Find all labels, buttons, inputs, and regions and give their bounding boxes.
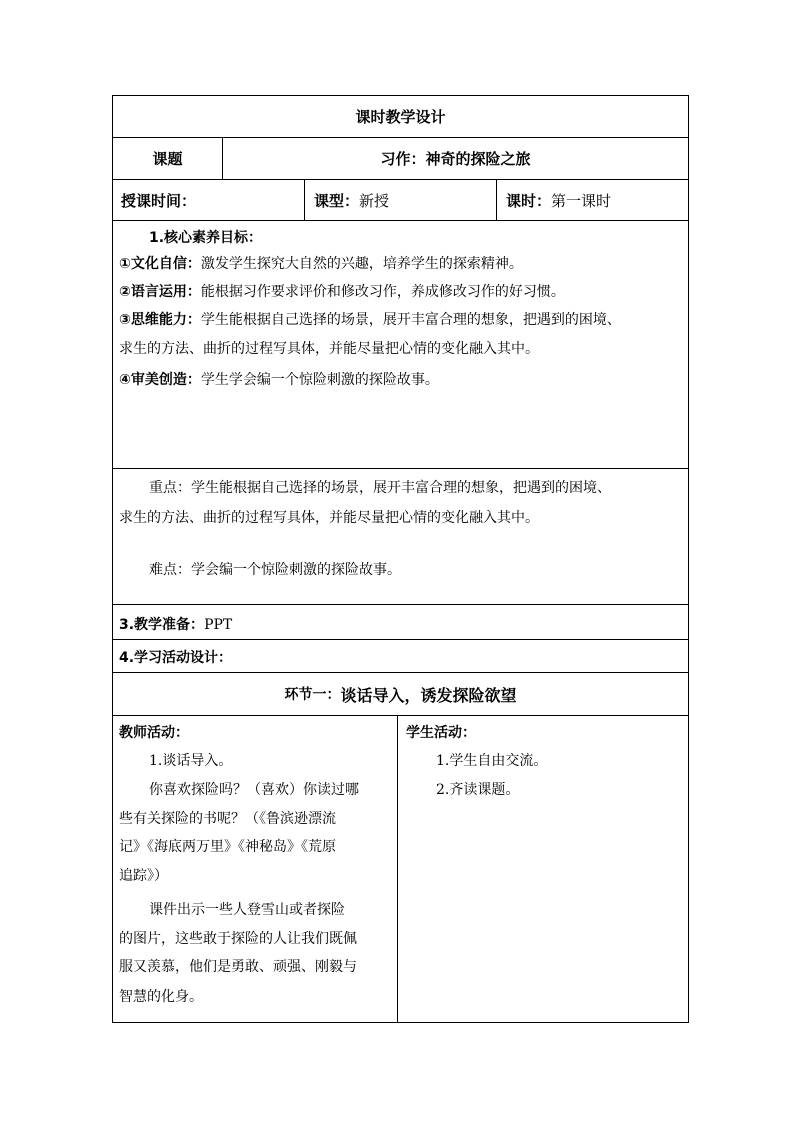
student-heading: 学生活动：	[406, 725, 476, 741]
prep-line	[119, 614, 232, 634]
goals-row	[112, 221, 689, 469]
prep-label: 3.教学准备：	[119, 617, 205, 633]
table-title-row	[112, 95, 689, 138]
goal-text: 激发学生探究大自然的兴趣，培养学生的探索精神。	[200, 256, 523, 272]
prep-row	[112, 605, 689, 640]
teacher-heading: 教师活动：	[119, 725, 189, 741]
activity-design-heading: 4.学习活动设计：	[119, 650, 233, 666]
topic-row	[112, 138, 689, 180]
teacher-line: 1.谈话导入。	[149, 753, 233, 769]
teacher-line: 追踪》）	[119, 868, 168, 884]
type-label: 课型：	[314, 191, 360, 210]
activity-design-row	[112, 640, 689, 673]
stage-title: 谈话导入，诱发探险欲望	[340, 685, 517, 705]
teacher-line: 记》《海底两万里》《神秘岛》《荒原	[119, 839, 336, 855]
goal-label: ④审美创造：	[119, 372, 201, 388]
student-activity-cell	[397, 716, 688, 1022]
goal-item	[119, 369, 439, 389]
topic-value-cell	[222, 138, 688, 179]
teacher-line: 课件出示一些人登雪山或者探险	[149, 902, 345, 918]
type-cell	[304, 180, 496, 220]
key-point-line: 重点：学生能根据自己选择的场景，展开丰富合理的想象，把遇到的困境、	[149, 480, 611, 496]
focus-row	[112, 469, 689, 605]
time-label: 授课时间：	[121, 191, 197, 210]
activities-row	[112, 716, 689, 1023]
goal-label: ①文化自信：	[119, 256, 201, 272]
key-point-line-2: 求生的方法、曲折的过程写具体，并能尽量把心情的变化融入其中。	[119, 510, 539, 526]
teacher-line: 些有关探险的书呢？（《鲁滨逊漂流	[119, 811, 336, 827]
goal-label: ②语言运用：	[119, 284, 201, 300]
goal-text-continued: 求生的方法、曲折的过程写具体，并能尽量把心情的变化融入其中。	[119, 341, 539, 357]
goal-text: 能根据习作要求评价和修改习作，养成修改习作的好习惯。	[200, 284, 565, 300]
period-label: 课时：	[506, 191, 552, 210]
goal-item	[119, 281, 565, 301]
table-title: 课时教学设计	[355, 108, 446, 126]
topic-label: 课题	[152, 150, 183, 168]
teacher-activity-cell	[113, 716, 397, 1022]
goal-text: 学生能根据自己选择的场景，展开丰富合理的想象，把遇到的困境、	[200, 312, 621, 328]
info-row	[112, 180, 689, 221]
stage-row	[112, 673, 689, 716]
student-line: 2.齐读课题。	[436, 782, 520, 798]
teacher-line: 的图片，这些敢于探险的人让我们既佩	[119, 931, 357, 947]
goal-text: 学生学会编一个惊险刺激的探险故事。	[200, 372, 439, 388]
prep-value: PPT	[204, 617, 233, 633]
period-cell	[496, 180, 688, 220]
time-cell	[113, 180, 304, 220]
teacher-line: 智慧的化身。	[119, 989, 203, 1005]
stage-prefix: 环节一：	[284, 687, 341, 703]
topic-label-cell	[113, 138, 222, 179]
topic-value: 习作：神奇的探险之旅	[380, 150, 531, 168]
student-line: 1.学生自由交流。	[436, 753, 548, 769]
goal-item	[119, 309, 621, 329]
type-value: 新授	[359, 191, 390, 210]
teacher-line: 服又羡慕，他们是勇敢、顽强、刚毅与	[119, 959, 357, 975]
period-value: 第一课时	[551, 191, 612, 210]
difficulty-line: 难点：学会编一个惊险刺激的探险故事。	[149, 562, 401, 578]
teacher-line: 你喜欢探险吗？（喜欢）你读过哪	[149, 782, 359, 798]
goal-label: ③思维能力：	[119, 312, 201, 328]
goal-item	[119, 253, 523, 273]
goals-heading: 1.核心素养目标：	[149, 230, 263, 246]
